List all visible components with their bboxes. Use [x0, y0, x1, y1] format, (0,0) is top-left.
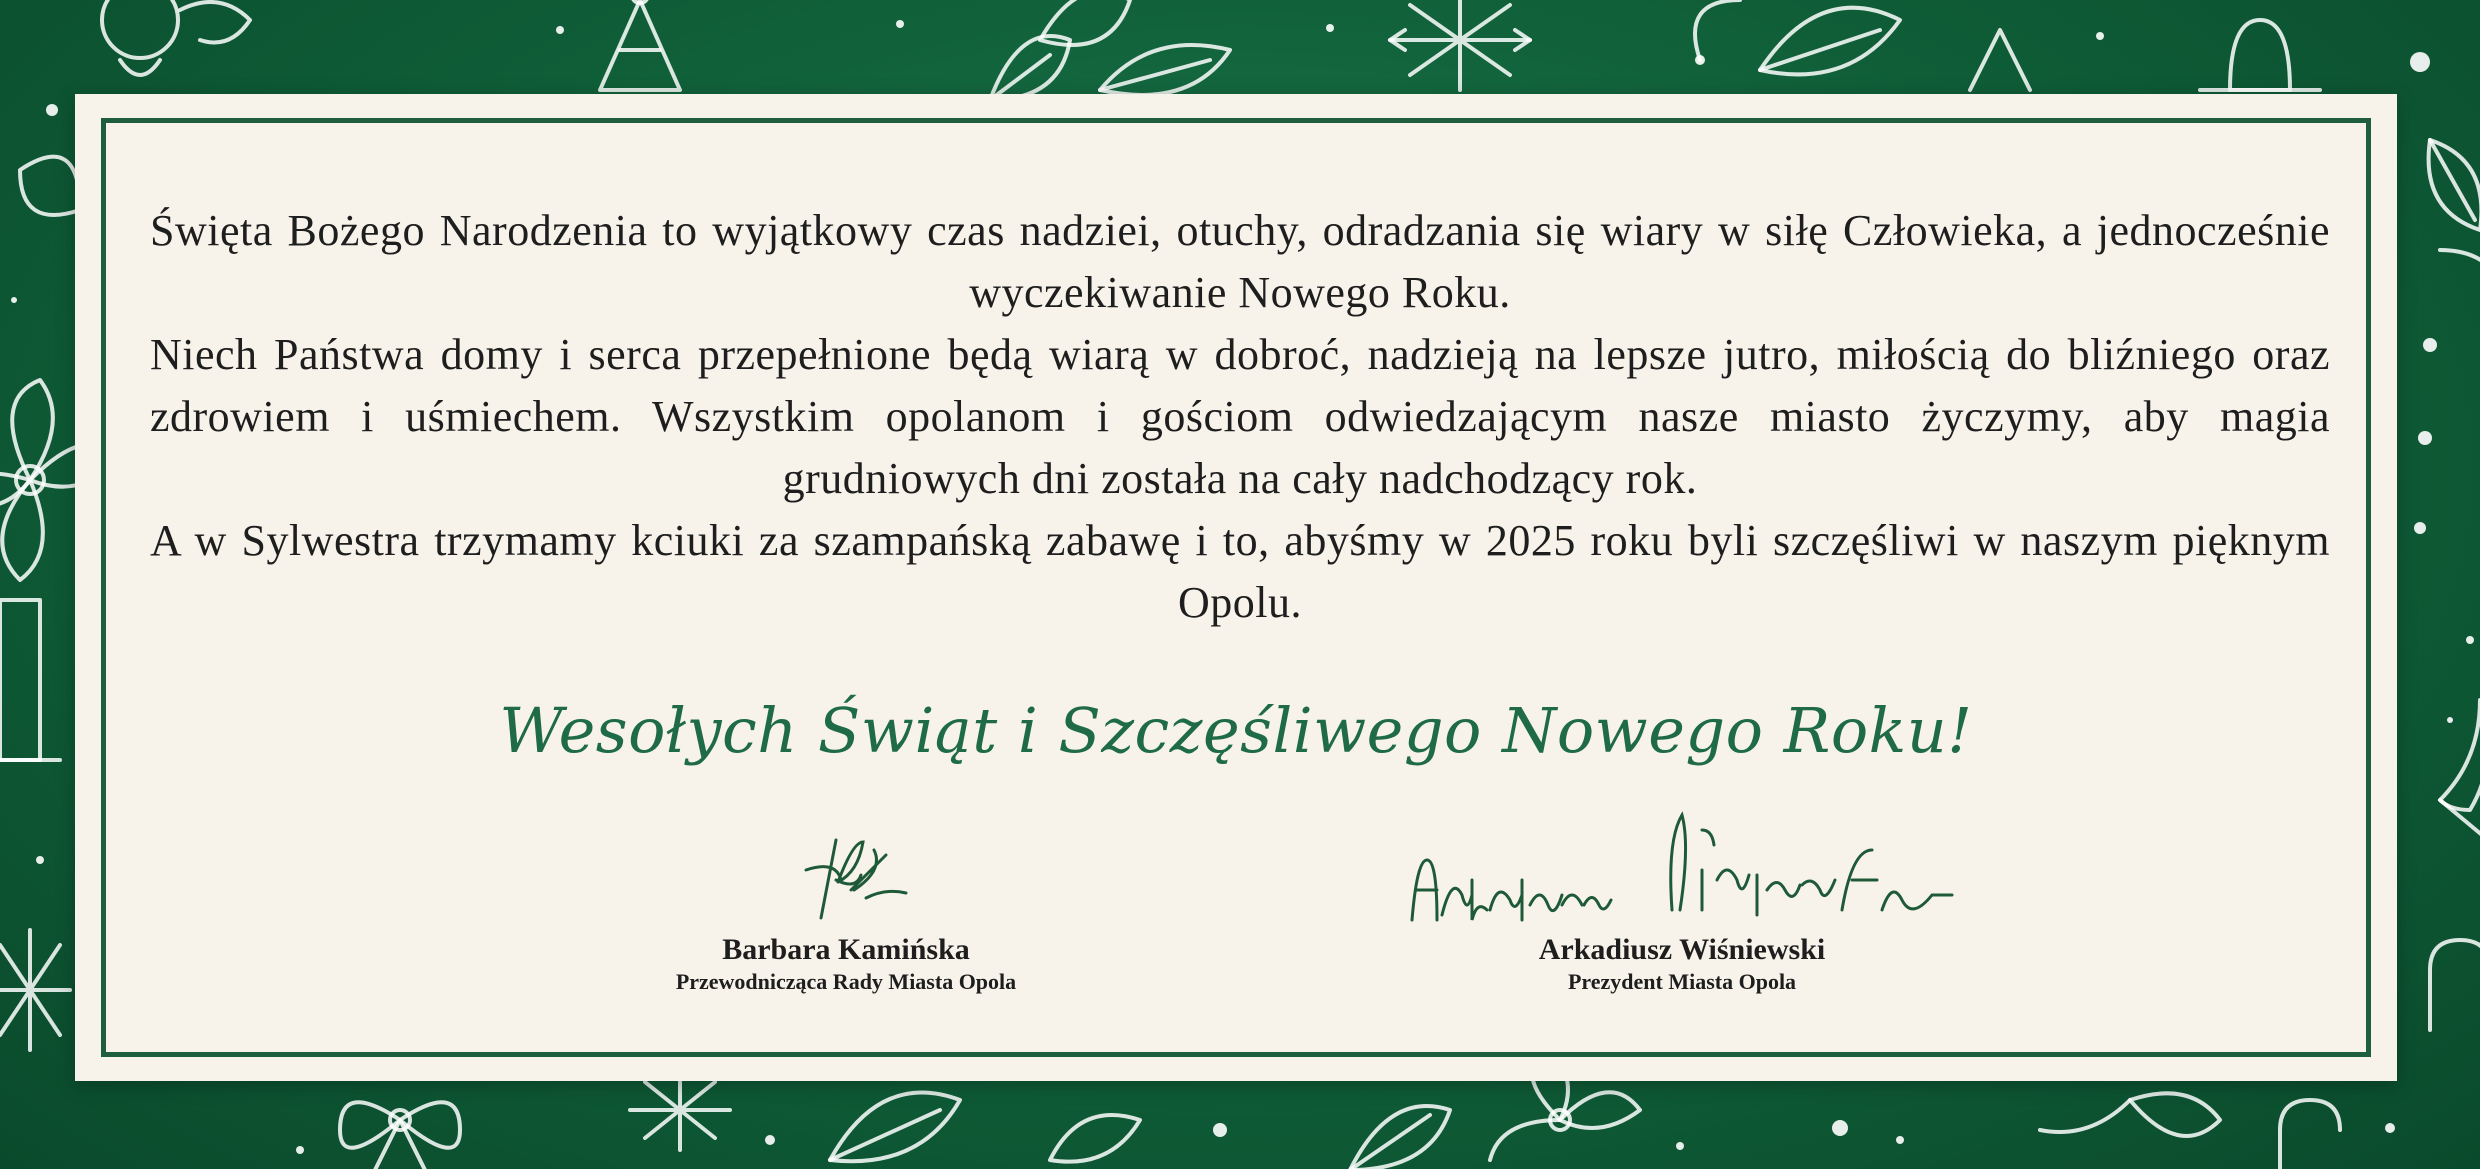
- letter-paragraph: Niech Państwa domy i serca przepełnione będą wiarą w dobroć, nadzieją na lepsze jutro, miłością do bliźniego oraz zdrowiem i uśmiechem. Wszystkim opolanom i gościom odwiedzającym nasze miasto życzymy, aby magia grudniowych dni została na cały nadchodzący rok.: [150, 330, 2330, 503]
- christmas-tree-icon: [600, 0, 680, 90]
- letter-body: [150, 200, 2330, 634]
- handwritten-signature: [1402, 810, 1962, 930]
- holly-icon: [2440, 700, 2480, 850]
- bell-icon: [102, 0, 250, 75]
- letter-paragraph: A w Sylwestra trzymamy kciuki za szampańską zabawę i to, abyśmy w 2025 roku byli szczęśliwi w naszym pięknym Opolu.: [150, 516, 2330, 627]
- ornament-icon: [1970, 30, 2030, 90]
- signer-name: Barbara Kamińska: [722, 933, 970, 966]
- bow-icon: [340, 1102, 460, 1169]
- handwritten-signature: [776, 820, 916, 930]
- leaf-icon: [830, 1093, 960, 1162]
- signature-block-barbara: [496, 820, 1196, 996]
- letter-paragraph: Święta Bożego Narodzenia to wyjątkowy czas nadziei, otuchy, odradzania się wiary w siłę Człowieka, a jednocześnie wyczekiwanie Nowego Roku.: [150, 206, 2330, 317]
- snowflake-icon: [630, 1070, 730, 1150]
- candy-cane-icon: [2280, 1100, 2340, 1169]
- signer-role: Przewodnicząca Rady Miasta Opola: [675, 969, 1017, 994]
- candy-cane-icon: [2430, 940, 2480, 1030]
- signer-name: Arkadiusz Wiśniewski: [1538, 933, 1826, 966]
- leaf-icon: [1050, 1115, 1140, 1162]
- snowflake-icon: [1390, 0, 1530, 90]
- leaf-icon: [1695, 0, 1900, 74]
- snowflake-icon: [0, 930, 70, 1050]
- leaf-icon: [20, 157, 80, 215]
- holiday-greeting: Wesołych Świąt i Szczęśliwego Nowego Roku!: [499, 694, 1973, 767]
- leaf-icon: [2429, 140, 2480, 310]
- signature-block-arkadiusz: [1332, 810, 2032, 996]
- holly-icon: [2040, 1093, 2220, 1136]
- bell-icon: [2200, 20, 2320, 90]
- signer-role: Prezydent Miasta Opola: [1567, 969, 1797, 994]
- leaf-icon: [1350, 1106, 1450, 1169]
- candle-icon: [0, 600, 60, 760]
